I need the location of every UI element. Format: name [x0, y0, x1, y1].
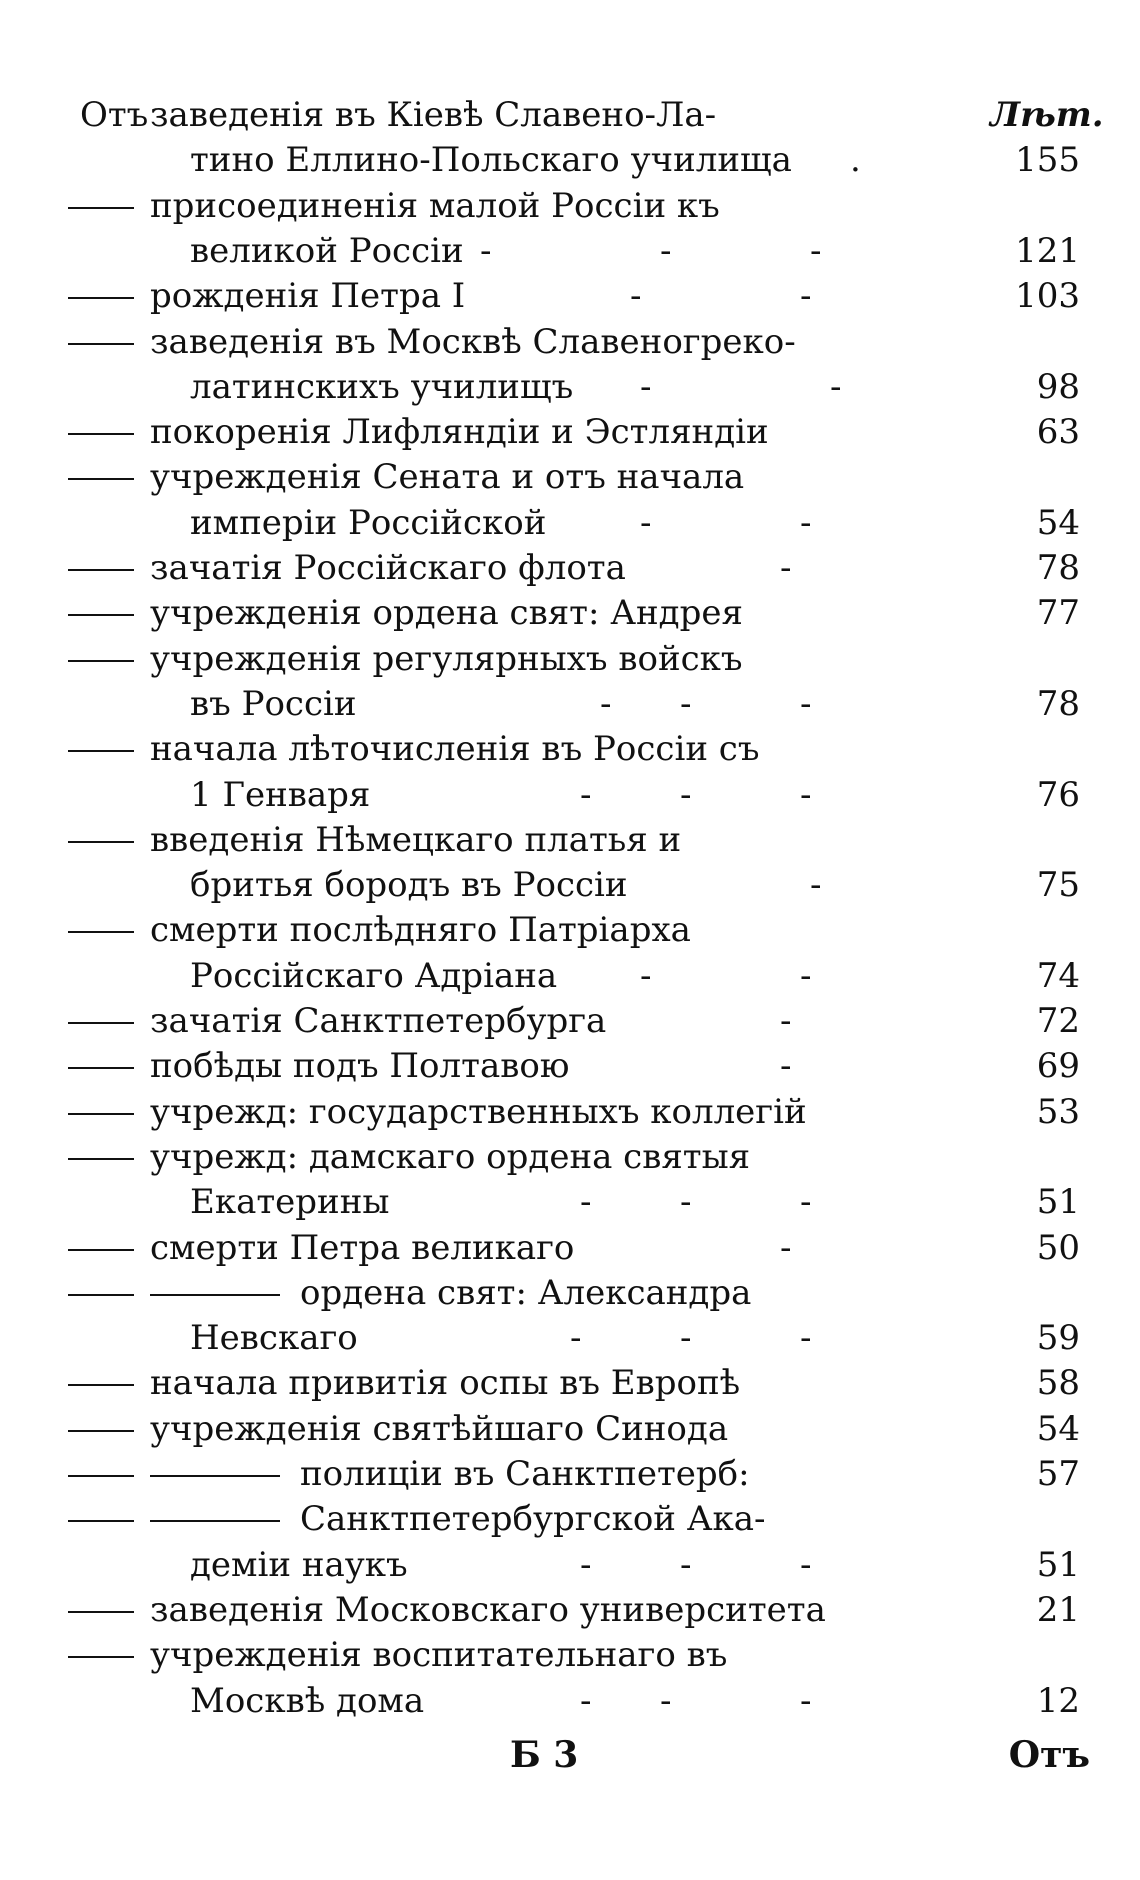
leader-mark: - [780, 1046, 792, 1087]
entry-text: учрежденія регулярныхъ войскъ [150, 638, 743, 679]
entry-row [0, 1587, 1140, 1633]
entry-text: Россійскаго Адріана [190, 955, 558, 996]
entry-text: заведенія въ Кіевѣ Славено-Ла- [150, 95, 717, 135]
entry-row [0, 1678, 1140, 1724]
leader-mark: - [810, 230, 822, 271]
years-value: 54 [1036, 502, 1080, 543]
leader-mark: - [800, 1318, 812, 1359]
years-value: 77 [1036, 593, 1080, 634]
entry-row [0, 681, 1140, 727]
leader-mark: - [810, 865, 822, 906]
entry-row [0, 92, 1140, 138]
entry-text: бритья бородъ въ Россіи [190, 865, 628, 906]
leader-mark: - [680, 1182, 692, 1223]
entry-row [0, 409, 1140, 455]
entry-row [0, 1043, 1140, 1089]
years-value: 155 [1015, 140, 1080, 181]
years-value: 78 [1036, 683, 1080, 724]
entry-text: 1 Генваря [190, 774, 371, 815]
leader-mark: - [680, 1544, 692, 1585]
leader-mark: - [780, 1227, 792, 1268]
entry-row [0, 228, 1140, 274]
leader-mark: - [800, 955, 812, 996]
entry-row [0, 817, 1140, 863]
entry-text: учрежд: дамскаго ордена святыя [150, 1136, 751, 1177]
leader-mark: - [480, 230, 492, 271]
entry-row [0, 319, 1140, 365]
lead-word: Отъ [80, 95, 149, 135]
entry-row [0, 953, 1140, 999]
entry-row [0, 1451, 1140, 1497]
leader-mark: - [570, 1318, 582, 1359]
entry-text: Невскаго [190, 1318, 358, 1359]
entry-text: учрежденія воспитательнаго въ [150, 1635, 728, 1676]
entry-row [0, 1632, 1140, 1678]
leader-mark: - [800, 1182, 812, 1223]
entry-text: покоренія Лифляндіи и Эстляндіи [150, 412, 769, 453]
leader-mark: - [680, 774, 692, 815]
leader-mark: - [600, 683, 612, 724]
entry-row [0, 1270, 1140, 1316]
leader-mark: - [640, 366, 652, 407]
leader-mark: - [800, 1680, 812, 1721]
leader-mark: . [850, 140, 861, 181]
years-value: 59 [1036, 1318, 1080, 1359]
years-value: 53 [1036, 1091, 1080, 1132]
entry-text: учрежденія святѣйшаго Синода [150, 1408, 729, 1449]
years-value: 58 [1036, 1363, 1080, 1404]
entry-text: Москвѣ дома [190, 1680, 425, 1721]
entry-text: учрежд: государственныхъ коллегій [150, 1091, 807, 1132]
leader-mark: - [800, 774, 812, 815]
entry-row [0, 1134, 1140, 1180]
entry-text: зачатія Санктпетербурга [150, 1001, 607, 1041]
years-value: 63 [1036, 412, 1080, 453]
entry-row [0, 1360, 1140, 1406]
years-value: 54 [1036, 1408, 1080, 1449]
entry-row [0, 1089, 1140, 1135]
years-value: 21 [1036, 1589, 1080, 1630]
entry-text: заведенія Московскаго университета [150, 1589, 826, 1630]
entry-text: Санктпетербургской Ака- [300, 1499, 766, 1540]
entry-row [0, 273, 1140, 319]
entry-row [0, 1315, 1140, 1361]
entry-text: начала привитія оспы въ Европѣ [150, 1363, 741, 1404]
entry-row [0, 907, 1140, 953]
leader-mark: - [780, 548, 792, 588]
entry-text: введенія Нѣмецкаго платья и [150, 819, 682, 860]
entry-text: заведенія въ Москвѣ Славеногреко- [150, 321, 796, 362]
entry-text: зачатія Россійскаго флота [150, 548, 626, 588]
entry-text: смерти послѣдняго Патріарха [150, 910, 691, 951]
entry-text: великой Россіи [190, 230, 464, 271]
entry-text: начала лѣточисленія въ Россіи съ [150, 729, 760, 770]
years-value: 121 [1015, 230, 1080, 271]
years-value: 50 [1036, 1227, 1080, 1268]
leader-mark: - [680, 1318, 692, 1359]
entry-row [0, 500, 1140, 546]
years-value: 51 [1036, 1544, 1080, 1585]
entry-text: Екатерины [190, 1182, 390, 1223]
entry-row [0, 545, 1140, 591]
leader-mark: - [580, 1544, 592, 1585]
leader-mark: - [800, 683, 812, 724]
entry-text: учрежденія Сената и отъ начала [150, 457, 745, 498]
leader-mark: - [660, 1680, 672, 1721]
entry-row [0, 1542, 1140, 1588]
leader-mark: - [580, 1680, 592, 1721]
leader-mark: - [630, 276, 642, 317]
entry-text: деміи наукъ [190, 1544, 408, 1585]
entry-row [0, 772, 1140, 818]
leader-mark: - [640, 955, 652, 996]
years-value: 76 [1036, 774, 1080, 815]
years-value: 72 [1036, 1001, 1080, 1041]
years-value: 51 [1036, 1182, 1080, 1223]
years-header: Лѣт. [990, 95, 1104, 135]
entry-row [0, 364, 1140, 410]
years-value: 12 [1036, 1680, 1080, 1721]
years-value: 75 [1036, 865, 1080, 906]
entry-text: имперіи Россійской [190, 502, 547, 543]
entry-text: ордена свят: Александра [300, 1272, 752, 1313]
leader-mark: - [580, 1182, 592, 1223]
years-value: 57 [1036, 1454, 1080, 1494]
leader-mark: - [830, 366, 842, 407]
entry-text: рожденія Петра I [150, 276, 466, 317]
entry-row [0, 454, 1140, 500]
entry-text: побѣды подъ Полтавою [150, 1046, 570, 1087]
entry-row [0, 862, 1140, 908]
entry-row [0, 1179, 1140, 1225]
leader-mark: - [800, 502, 812, 543]
leader-mark: - [660, 230, 672, 271]
entry-row [0, 1496, 1140, 1542]
entry-text: учрежденія ордена свят: Андрея [150, 593, 743, 634]
signature-mark: Б 3 [510, 1734, 579, 1776]
entry-text: тино Еллино-Польскаго училища [190, 140, 792, 181]
entry-row [0, 636, 1140, 682]
entry-row [0, 590, 1140, 636]
leader-mark: - [800, 276, 812, 317]
entry-text: смерти Петра великаго [150, 1227, 575, 1268]
entry-row [0, 1225, 1140, 1271]
years-value: 74 [1036, 955, 1080, 996]
entry-text: присоединенія малой Россіи къ [150, 185, 720, 226]
entry-row [0, 726, 1140, 772]
entry-row [0, 137, 1140, 183]
entry-row [0, 183, 1140, 229]
leader-mark: - [780, 1001, 792, 1041]
years-value: 103 [1015, 276, 1080, 317]
years-value: 69 [1036, 1046, 1080, 1087]
leader-mark: - [800, 1544, 812, 1585]
years-value: 98 [1036, 366, 1080, 407]
page-footer [0, 1730, 1140, 1780]
entry-text: въ Россіи [190, 683, 357, 724]
catchword: Отъ [1008, 1734, 1090, 1776]
leader-mark: - [640, 502, 652, 543]
leader-mark: - [680, 683, 692, 724]
entry-text: латинскихъ училищъ [190, 366, 574, 407]
entry-row [0, 998, 1140, 1044]
entry-text: полиціи въ Санктпетерб: [300, 1454, 750, 1494]
years-value: 78 [1036, 548, 1080, 588]
entry-row [0, 1406, 1140, 1452]
leader-mark: - [580, 774, 592, 815]
